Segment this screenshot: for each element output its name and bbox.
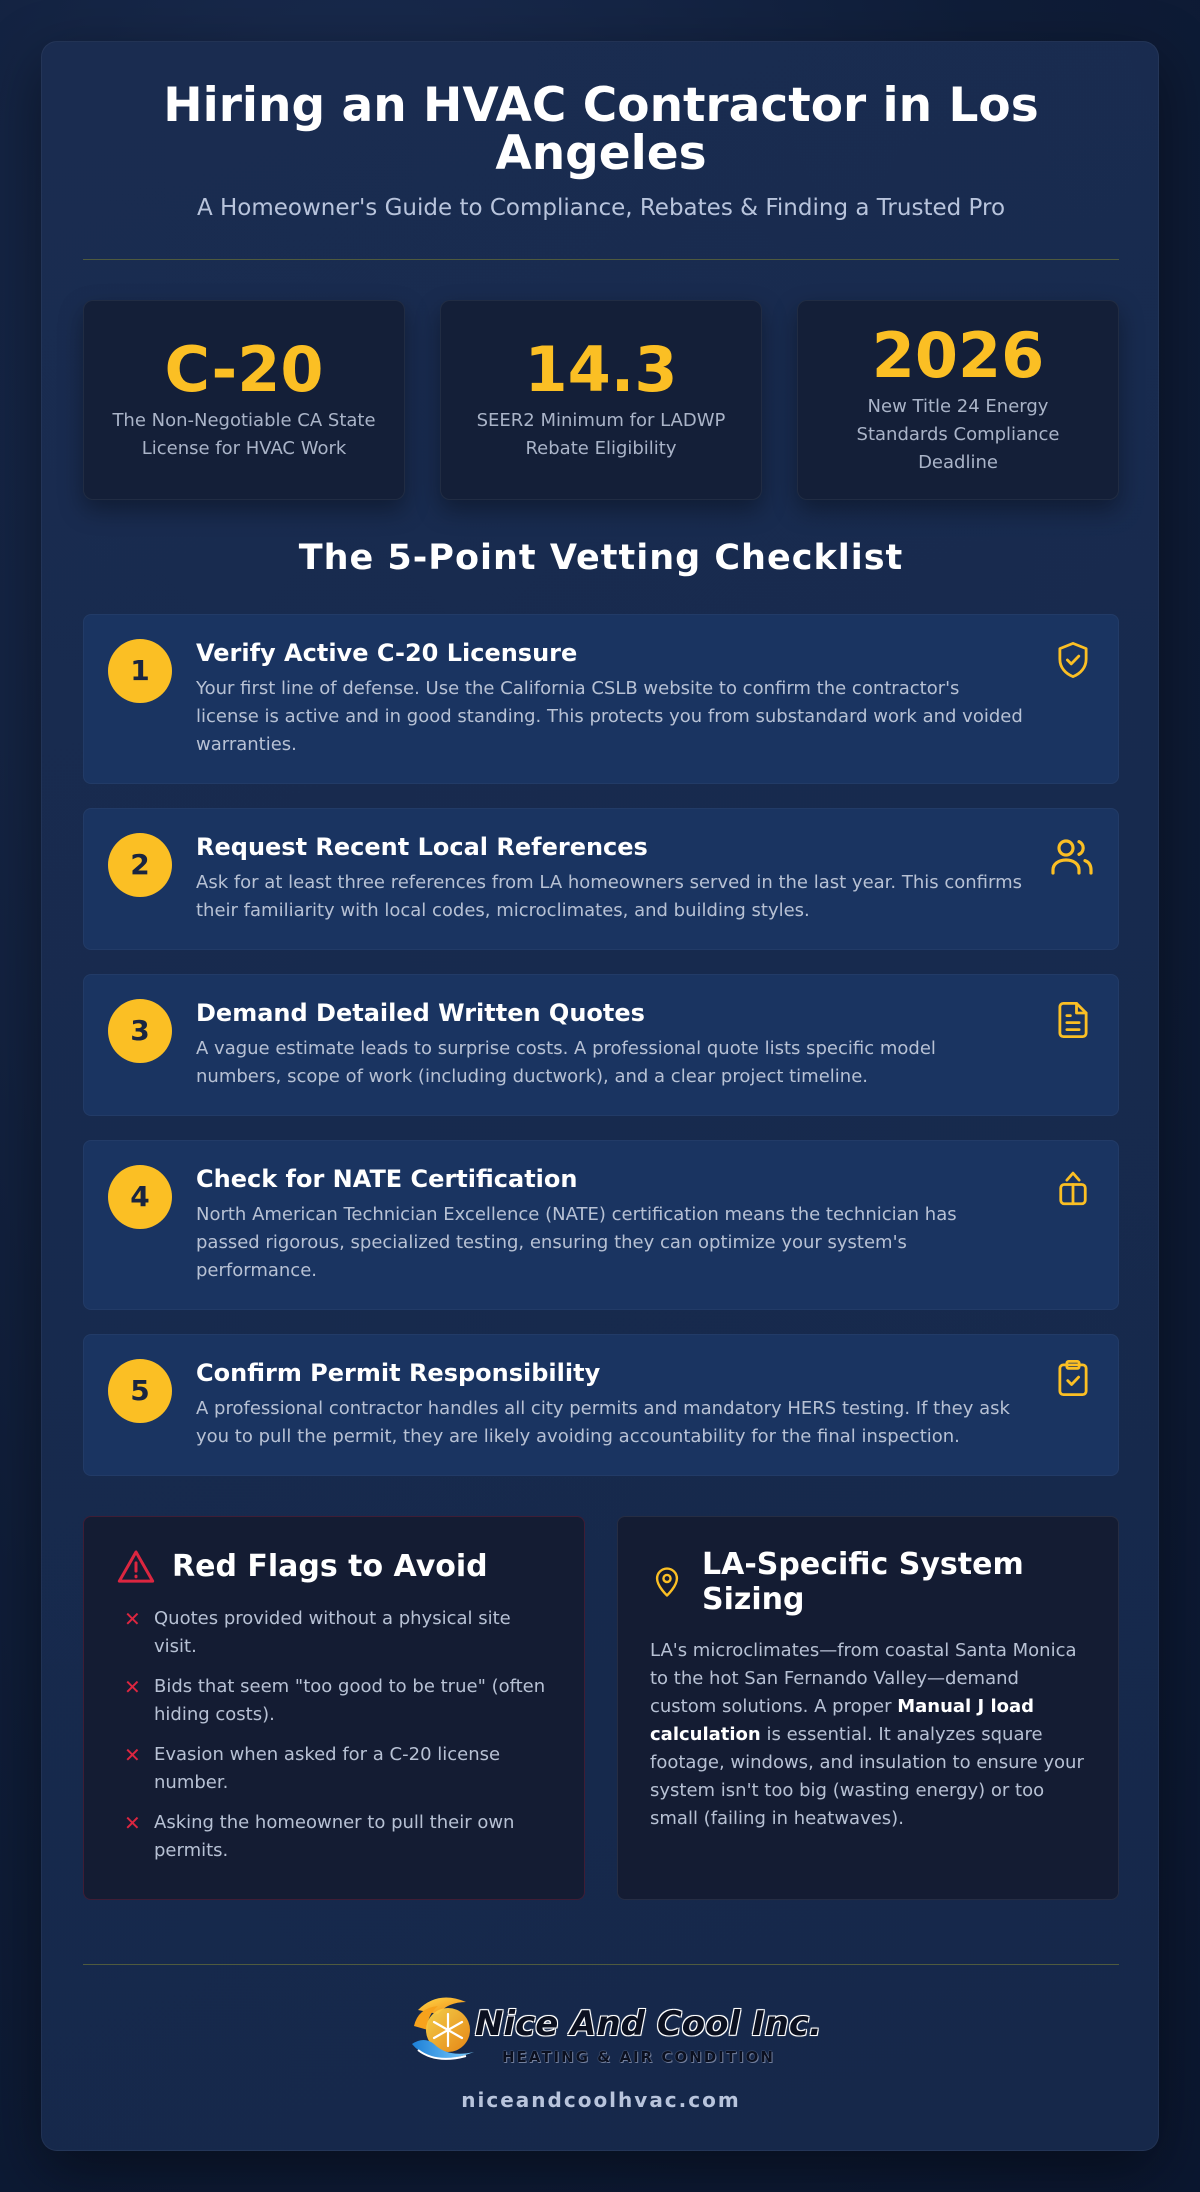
stat-card-seer2 bbox=[440, 300, 762, 500]
stat-label: The Non-Negotiable CA State License for HVAC Work bbox=[112, 410, 376, 459]
stat-label: New Title 24 Energy Standards Compliance Deadline bbox=[856, 396, 1060, 473]
red-flags-box bbox=[83, 1516, 585, 1900]
sun-snowflake-logo-icon bbox=[408, 1992, 480, 2068]
checklist-item-description: A vague estimate leads to surprise costs. A professional quote lists specific model numbers, scope of work (including ductwork), and a clear project timeline. bbox=[196, 1038, 936, 1087]
la-text-part: is essential. It analyzes square footage, windows, and insulation to ensure your system isn't too big (wasting energy) or too small (failing in heatwaves). bbox=[650, 1724, 1084, 1829]
red-flag-text: Quotes provided without a physical site visit. bbox=[154, 1608, 511, 1657]
step-number: 3 bbox=[108, 999, 172, 1063]
step-number: 1 bbox=[108, 639, 172, 703]
step-number: 2 bbox=[108, 833, 172, 897]
x-icon: ✕ bbox=[124, 1607, 141, 1631]
checklist-item-title: Request Recent Local References bbox=[196, 833, 648, 861]
stat-label: SEER2 Minimum for LADWP Rebate Eligibility bbox=[476, 410, 726, 459]
document-icon bbox=[1052, 999, 1094, 1041]
stat-card-title24 bbox=[797, 300, 1119, 500]
red-flag-text: Bids that seem "too good to be true" (often hiding costs). bbox=[154, 1676, 546, 1725]
warning-triangle-icon bbox=[116, 1547, 156, 1587]
website-url: niceandcoolhvac.com bbox=[461, 2088, 741, 2112]
infographic-card bbox=[41, 41, 1159, 2151]
checklist-item bbox=[83, 808, 1119, 950]
checklist-item bbox=[83, 614, 1119, 784]
x-icon: ✕ bbox=[124, 1675, 141, 1699]
red-flag-item bbox=[124, 1605, 544, 1661]
step-number: 4 bbox=[108, 1165, 172, 1229]
stat-value: C-20 bbox=[164, 333, 324, 406]
stat-value: 14.3 bbox=[524, 333, 678, 406]
red-flag-item bbox=[124, 1809, 544, 1865]
page-title: Hiring an HVAC Contractor in Los Angeles bbox=[163, 78, 1039, 181]
users-icon bbox=[1048, 833, 1096, 881]
map-pin-icon bbox=[650, 1565, 684, 1599]
x-icon: ✕ bbox=[124, 1743, 141, 1767]
checklist-item bbox=[83, 1334, 1119, 1476]
header-divider bbox=[83, 259, 1119, 260]
checklist-item-description: Ask for at least three references from LA homeowners served in the last year. This confirms their familiarity with local codes, microclimates, and building styles. bbox=[196, 872, 1023, 921]
la-sizing-text bbox=[650, 1637, 1090, 1833]
checklist-title: The 5-Point Vetting Checklist bbox=[298, 538, 904, 578]
logo-tagline: HEATING & AIR CONDITION bbox=[502, 2048, 775, 2066]
checklist-item bbox=[83, 1140, 1119, 1310]
step-number: 5 bbox=[108, 1359, 172, 1423]
checklist-item-title: Demand Detailed Written Quotes bbox=[196, 999, 645, 1027]
company-logo bbox=[42, 1992, 1160, 2076]
red-flag-text: Evasion when asked for a C-20 license number. bbox=[154, 1744, 501, 1793]
shield-check-icon bbox=[1052, 639, 1094, 681]
checklist-item-title: Confirm Permit Responsibility bbox=[196, 1359, 601, 1387]
checklist-item-description: North American Technician Excellence (NATE) certification means the technician has passed rigorous, specialized testing, ensuring they can optimize your system's performance. bbox=[196, 1204, 957, 1281]
red-flag-item bbox=[124, 1673, 544, 1729]
footer-divider bbox=[83, 1964, 1119, 1965]
la-text-part: LA's microclimates—from coastal Santa Monica to the hot San Fernando Valley—demand custom solutions. A proper bbox=[650, 1640, 1077, 1717]
la-sizing-box bbox=[617, 1516, 1119, 1900]
checklist-item-description: Your first line of defense. Use the California CSLB website to confirm the contractor's license is active and in good standing. This protects you from substandard work and voided warranties. bbox=[196, 678, 1023, 755]
certificate-icon bbox=[1052, 1167, 1094, 1209]
x-icon: ✕ bbox=[124, 1811, 141, 1835]
red-flag-item bbox=[124, 1741, 544, 1797]
checklist-item-description: A professional contractor handles all city permits and mandatory HERS testing. If they ask you to pull the permit, they are likely avoiding accountability for the final inspection. bbox=[196, 1398, 1010, 1447]
page-subtitle: A Homeowner's Guide to Compliance, Rebates & Finding a Trusted Pro bbox=[196, 195, 1006, 221]
clipboard-check-icon bbox=[1052, 1357, 1094, 1399]
logo-wordmark: Nice And Cool Inc. bbox=[475, 2004, 822, 2044]
manual-j-highlight: Manual J load calculation bbox=[650, 1696, 1035, 1745]
checklist-item bbox=[83, 974, 1119, 1116]
stat-value: 2026 bbox=[871, 319, 1045, 392]
red-flags-title: Red Flags to Avoid bbox=[172, 1549, 488, 1584]
red-flag-text: Asking the homeowner to pull their own permits. bbox=[154, 1812, 515, 1861]
stat-card-license bbox=[83, 300, 405, 500]
checklist-item-title: Verify Active C-20 Licensure bbox=[196, 639, 578, 667]
checklist-item-title: Check for NATE Certification bbox=[196, 1165, 578, 1193]
la-sizing-title: LA-Specific System Sizing bbox=[702, 1547, 1024, 1617]
